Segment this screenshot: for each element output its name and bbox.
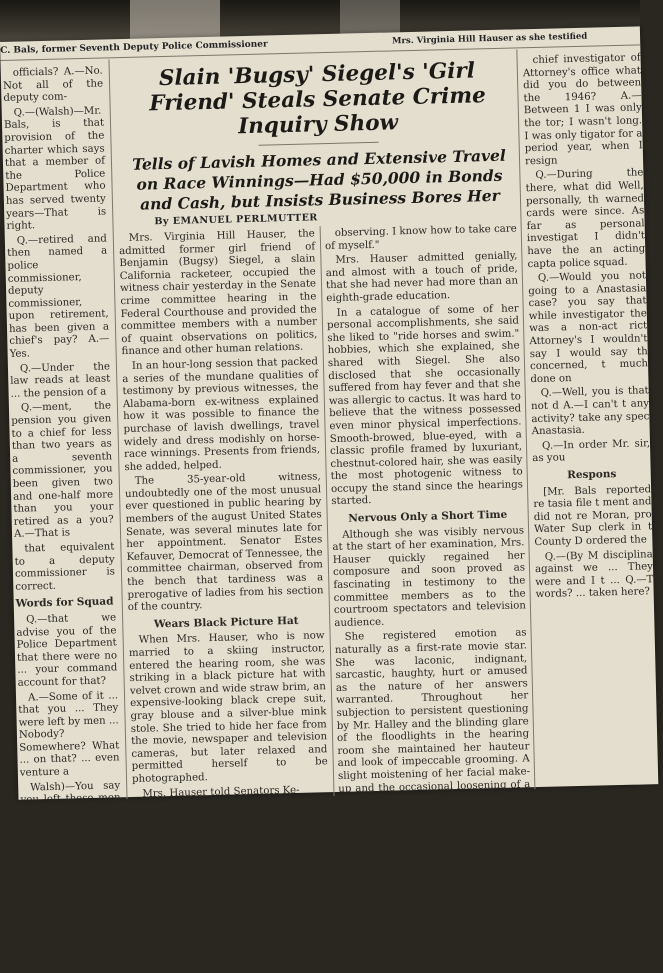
main-headline: Slain 'Bugsy' Siegel's 'Girl Friend' Steals Senate Crime Inquiry Show [148, 58, 487, 140]
left-paragraph: Q.—retired and then named a police commissioner, deputy commissioner, upon retirement, has been given a chief's pay? A.—Yes. [7, 233, 110, 360]
article-paragraph: Mrs. Virginia Hill Hauser, the admitted former girl friend of Benjamin (Bugsy) Siegel, a slain California racketeer, occupied the witness chair yesterday in the Senate crime committee hearing in the Federal Courthouse and provided the committee members with a number of quaint observations on politics, finance and other human relations. [119, 228, 318, 358]
article-paragraph: In an hour-long session that packed a series of the mundane qualities of testimony by previous witnesses, the Alabama-born ex-witness explained how it was possible to finance the purchase of lavish dwellings, travel widely and dress modishly on horse-race winnings. Presents from friends, she added, helped. [122, 356, 321, 473]
right-paragraph: Q.—(By M disciplina against we ... They were and I t ... Q.—T words? ... taken here? [534, 548, 654, 601]
article-subhead: Nervous Only a Short Time [348, 508, 508, 525]
newspaper-page [0, 26, 658, 972]
right-paragraph: Q.—During the there, what did Well, personally, th warned cards were since. As far as personal investigat I didn't have the an acting capta police squad. [525, 167, 646, 270]
left-paragraph: ... tell us during period your findings the police in York? A.—I gations. My information the results of Q.—The daily of the criminal ... in refer-robberies, ... no record of it. ... justify the [21, 819, 125, 972]
article-paragraph: In a catalogue of some of her personal accomplishments, she said she liked to "ride horses and swim." hobbies, which she explained, she shared with Siegel. She also disclosed that she occasionally suffered from hay fever and that she was allergic to cactus. It was hard to believe that the witness possessed even minor physical imperfections. Smooth-browed, blue-eyed, with a classic profile framed by luxuriant, chestnut-colored hair, she was easily the most photogenic witness to occupy the stand since the hearings started. [326, 302, 524, 508]
article-paragraph: The 35-year-old witness, undoubtedly one of the most unusual ever questioned in public hearing by members of the august United States Senate, was several minutes late for her appointment. Senator Estes Kefauver, Democrat of Tennessee, the committee chairman, observed from the bench that tardiness was a prerogative of ladies from his section of the country. [124, 471, 324, 614]
article-subhead: Wears Black Picture Hat [153, 614, 299, 631]
headline-block [119, 57, 518, 215]
left-paragraph: officials? A.—No. Not all of the deputy com- [2, 65, 104, 105]
right-paragraph: [Mr. Bals reported re tasia file t ment and did not re Moran, pro Water Sup clerk in t County D ordered the [533, 483, 653, 549]
right-article-column [324, 223, 531, 820]
left-paragraph: Q.—ment, the pension you given to a chief for less than two years as a seventh commissioner, you been given two and one-half more than you your retired as a you? A.—That is [11, 400, 114, 541]
far-right-column [522, 52, 658, 795]
left-paragraph: Q.—that we advise you of the Police Department that there were no ... your command account for that? [16, 612, 118, 689]
byline: By EMANUEL PERLMUTTER [154, 212, 318, 228]
article-paragraph: observing. I know how to take care of myself." [324, 223, 517, 252]
right-paragraph: Q.—In order Mr. sir, as you [532, 438, 651, 465]
left-subhead: Words for Squad [15, 595, 114, 611]
left-paragraph: that equivalent to a deputy commissioner is correct. [14, 541, 116, 593]
left-paragraph: A.—Some of it ... that you ... They were left by men ... Nobody? Somewhere? What ... on that? ... even venture a [18, 689, 120, 779]
caption-left: C. Bals, former Seventh Deputy Police Commissioner [0, 39, 268, 56]
right-paragraph: chief investigator of Attorney's office what did you do between the 1946? A.—Between 1 I was only the tor; I wasn't long. I was only tigator for a period year, when I resign [522, 52, 643, 167]
article-paragraph: When Mrs. Hauser, who is now married to a skiing instructor, entered the hearing room, she was striking in a black picture hat with velvet crown and wide straw brim, an expensive-looking black crepe suit, gray blouse and a silver-blue mink stole. She tried to hide her face from the movie, newspaper and television cameras, but later relaxed and permitted herself to be photographed. [128, 630, 328, 785]
left-column [2, 65, 125, 972]
article-paragraph: Mrs. Hauser admitted genially, and almost with a touch of pride, that she had never had more than an eighth-grade education. [325, 250, 519, 305]
middle-column [119, 228, 329, 803]
right-subhead: Respons [566, 468, 617, 482]
left-paragraph: Q.—Under the law reads at least ... the pension of a [10, 361, 111, 400]
right-paragraph: Q.—Would you not going to a Anastasia case? you say that while investigator the was a non-act rict Attorney's I wouldn't say I would say th concerned, t much done on [528, 270, 649, 385]
right-paragraph: Q.—Well, you is that not d A.—I can't t any activity? take any spec Anastasia. [530, 385, 650, 438]
article-paragraph: Mrs. Hauser told Senators Ke- [142, 784, 300, 800]
article-paragraph: She registered emotion as naturally as a first-rate movie star. She was laconic, indignant, sarcastic, haughty, hurt or amused as the nature of her answers warranted. Throughout her subjection to persistent questioning by Mr. Halley and the blinding glare of the floodlights in the hearing room she maintained her hauteur and look of impeccable grooming. A slight moistening of her facial make-up and the occasional loosening of a stray strand of hair seemed the only admission that [334, 627, 531, 820]
headline-rule [259, 142, 379, 146]
left-paragraph: Walsh)—You say you left these men absolutely sure [20, 779, 121, 819]
left-paragraph: Q.—(Walsh)—Mr. Bals, is that provision of the charter which says that a member of the Police Department who has served twenty years—That is right. [3, 105, 107, 233]
sub-headline: Tells of Lavish Homes and Extensive Travel on Race Winnings—Had $50,000 in Bonds and Cash, but Insists Business Bores Her [131, 145, 506, 214]
article-paragraph: Although she was visibly nervous at the start of her examination, Mrs. Hauser quickly regained her composure and soon proved as fascinating in testimony to the committee members as to the courtroom spectators and television audience. [332, 524, 527, 629]
caption-right: Mrs. Virginia Hill Hauser as she testified [391, 31, 588, 47]
